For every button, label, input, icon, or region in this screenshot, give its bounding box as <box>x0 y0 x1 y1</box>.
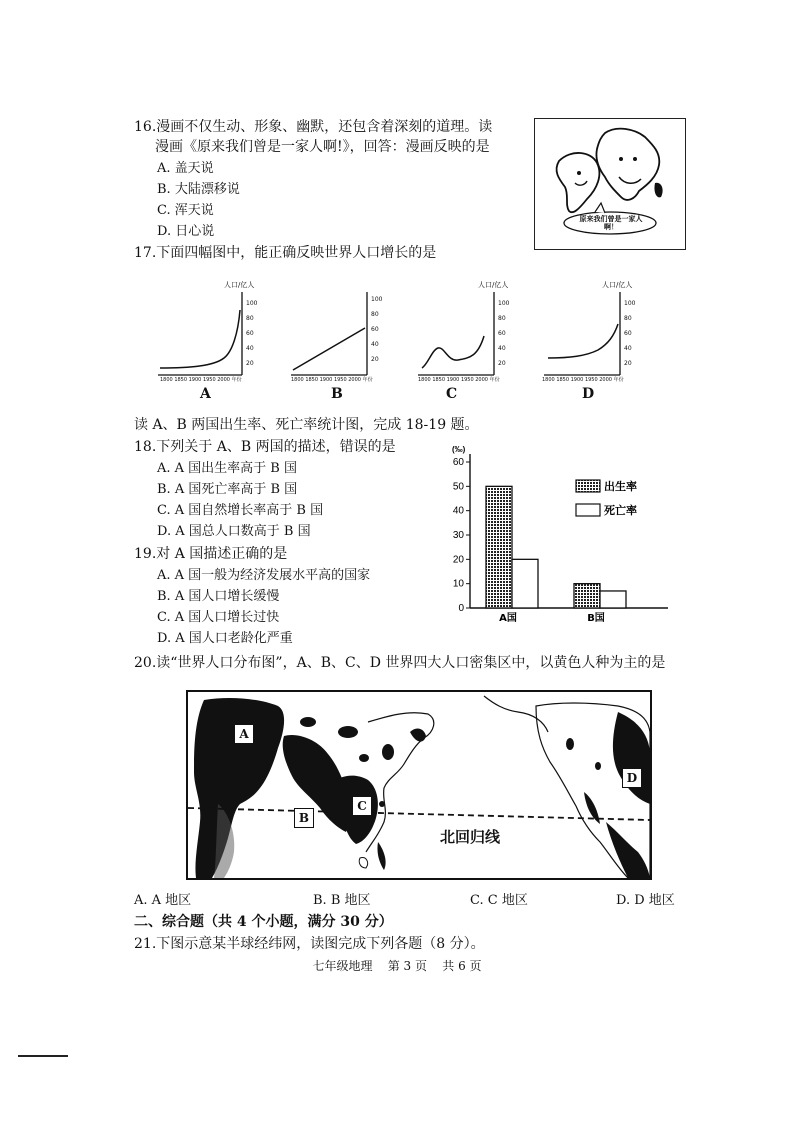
map-label-d: D <box>622 768 642 788</box>
graph-c-yticks <box>498 296 509 371</box>
q18-option-d: D. A 国总人口数高于 B 国 <box>157 524 311 539</box>
q18-19-intro: 读 A、B 两国出生率、死亡率统计图，完成 18-19 题。 <box>134 417 479 433</box>
population-graph-c <box>412 280 537 405</box>
legend-label: 出生率 <box>604 480 637 493</box>
ytick: 80 <box>246 315 254 322</box>
legend-swatch <box>576 480 600 492</box>
ytick: 100 <box>246 300 258 307</box>
ytick: 80 <box>624 315 632 322</box>
y-axis-unit: (‰) <box>452 445 466 454</box>
q19-option-c: C. A 国人口增长过快 <box>157 610 280 625</box>
legend-label: 死亡率 <box>604 504 637 517</box>
section-two-heading: 二、综合题（共 4 个小题，满分 30 分） <box>134 914 393 930</box>
graph-a-unit: 人口/亿人 <box>224 281 255 289</box>
y-tick-label: 60 <box>452 457 464 468</box>
y-tick-label: 30 <box>452 530 464 541</box>
graph-d-yticks <box>624 296 635 371</box>
graph-a-xticks: 1800 1850 1900 1950 2000 年份 <box>160 377 242 383</box>
world-population-map <box>186 690 652 880</box>
q19-option-b: B. A 国人口增长缓慢 <box>157 589 280 604</box>
ytick: 100 <box>498 300 510 307</box>
y-tick-label: 40 <box>452 505 464 517</box>
q19-stem: 19.对 A 国描述正确的是 <box>134 546 288 562</box>
q18-option-a: A. A 国出生率高于 B 国 <box>157 461 297 476</box>
tropic-of-cancer-label: 北回归线 <box>440 828 501 846</box>
graph-c-unit: 人口/亿人 <box>478 281 509 289</box>
y-tick-label: 0 <box>458 603 464 614</box>
bar-chart-svg <box>440 440 680 630</box>
ytick: 20 <box>624 360 632 367</box>
ytick: 60 <box>246 330 254 337</box>
q16-option-d: D. 日心说 <box>157 224 215 239</box>
birth-rate-bar-a <box>486 486 512 608</box>
y-tick-label: 50 <box>452 481 464 493</box>
ytick: 80 <box>371 311 379 318</box>
q16-stem-line2: 漫画《原来我们曾是一家人啊!》，回答：漫画反映的是 <box>155 139 490 155</box>
ytick: 60 <box>498 330 506 337</box>
graph-a-yticks <box>246 296 257 371</box>
ytick: 60 <box>371 326 379 333</box>
q20-option-c: C. C 地区 <box>470 893 528 908</box>
ytick: 20 <box>498 360 506 367</box>
page-edge-mark <box>18 1055 68 1057</box>
graph-c-label: C <box>446 386 458 402</box>
graph-a-label: A <box>200 386 211 402</box>
x-category-label: A国 <box>499 613 517 624</box>
x-category-label: B国 <box>587 613 605 624</box>
ytick: 100 <box>371 296 383 303</box>
population-graph-b-plot <box>285 280 415 390</box>
ytick: 40 <box>498 345 506 352</box>
ytick: 40 <box>624 345 632 352</box>
population-density-map-graphic <box>188 692 650 878</box>
graph-b-xticks: 1800 1850 1900 1950 2000 年份 <box>291 377 373 383</box>
y-tick-label: 20 <box>452 554 464 566</box>
page-footer: 七年级地理 第 3 页 共 6 页 <box>312 959 482 973</box>
q20-option-d: D. D 地区 <box>616 893 675 908</box>
ytick: 20 <box>246 360 254 367</box>
q16-stem-line1: 16.漫画不仅生动、形象、幽默，还包含着深刻的道理。读 <box>134 119 493 135</box>
continental-drift-cartoon <box>534 118 686 250</box>
q18-stem: 18.下列关于 A、B 两国的描述，错误的是 <box>134 439 396 455</box>
graph-d-xticks: 1800 1850 1900 1950 2000 年份 <box>542 377 624 383</box>
map-label-c: C <box>352 796 372 816</box>
cartoon-caption: 原来我们曾是一家人啊！ <box>579 215 643 231</box>
population-graph-a <box>150 280 280 405</box>
ytick: 40 <box>246 345 254 352</box>
map-label-b: B <box>294 808 314 828</box>
population-graph-d-plot <box>540 280 670 390</box>
graph-d-unit: 人口/亿人 <box>602 281 633 289</box>
q18-option-c: C. A 国自然增长率高于 B 国 <box>157 503 324 518</box>
death-rate-bar-a <box>512 559 538 608</box>
population-graph-a-plot <box>150 280 280 390</box>
population-graph-d <box>540 280 670 405</box>
y-tick-label: 10 <box>452 578 464 590</box>
q16-option-c: C. 浑天说 <box>157 203 214 218</box>
population-graph-b <box>285 280 415 405</box>
death-rate-bar-b <box>600 591 626 608</box>
graph-d-label: D <box>582 386 595 402</box>
q16-option-a: A. 盖天说 <box>157 161 214 176</box>
q20-stem: 20.读“世界人口分布图”，A、B、C、D 世界四大人口密集区中，以黄色人种为主的是 <box>134 655 666 671</box>
birth-death-rate-chart <box>440 440 680 630</box>
q16-option-b: B. 大陆漂移说 <box>157 182 240 197</box>
ytick: 40 <box>371 341 379 348</box>
graph-c-xticks: 1800 1850 1900 1950 2000 年份 <box>418 377 500 383</box>
q17-stem: 17.下面四幅图中，能正确反映世界人口增长的是 <box>134 245 437 261</box>
ytick: 20 <box>371 356 379 363</box>
ytick: 60 <box>624 330 632 337</box>
birth-rate-bar-b <box>574 584 600 608</box>
q20-option-b: B. B 地区 <box>313 893 371 908</box>
q20-option-a: A. A 地区 <box>134 893 192 908</box>
population-graph-c-plot <box>412 280 537 390</box>
q19-option-a: A. A 国一般为经济发展水平高的国家 <box>157 568 371 583</box>
ytick: 80 <box>498 315 506 322</box>
q21-stem: 21.下图示意某半球经纬网，读图完成下列各题（8 分）。 <box>134 936 485 952</box>
graph-b-label: B <box>331 386 343 402</box>
ytick: 100 <box>624 300 636 307</box>
legend-swatch <box>576 504 600 516</box>
q19-option-d: D. A 国人口老龄化严重 <box>157 631 293 646</box>
map-label-a: A <box>234 724 254 744</box>
graph-b-yticks <box>371 292 382 367</box>
q18-option-b: B. A 国死亡率高于 B 国 <box>157 482 298 497</box>
